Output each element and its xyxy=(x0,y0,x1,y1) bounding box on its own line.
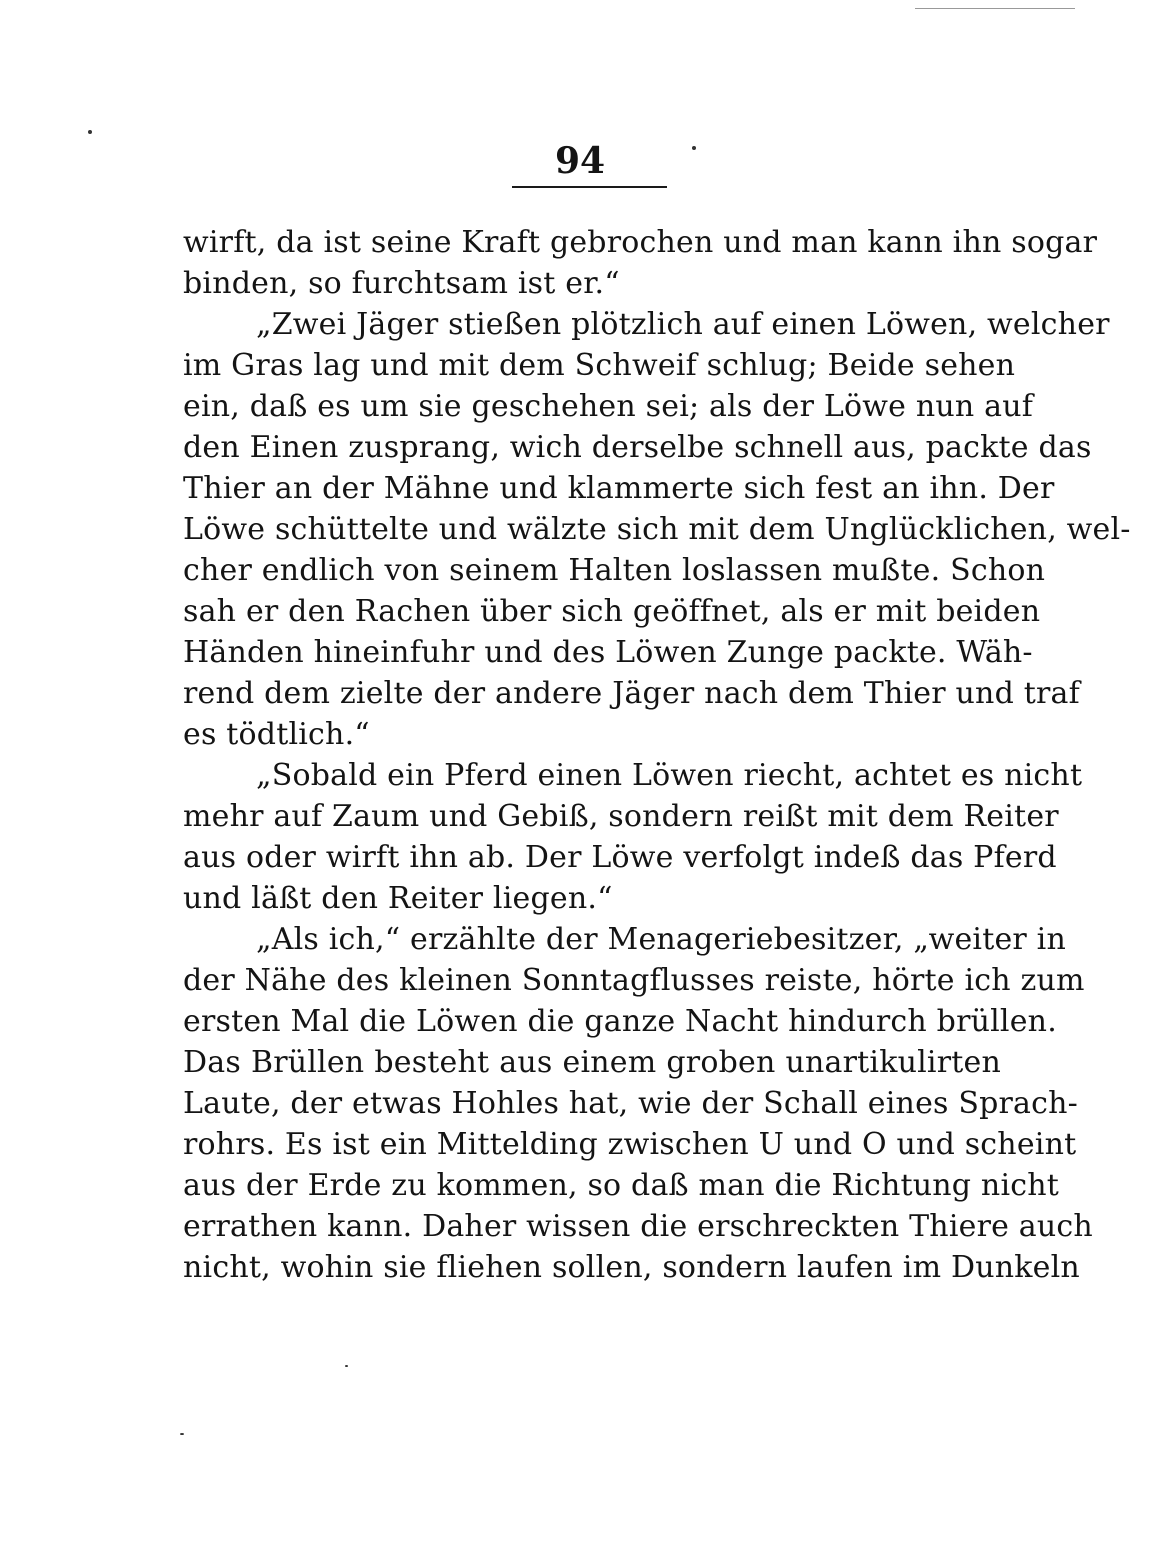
text-line: und läßt den Reiter liegen.“ xyxy=(183,881,613,916)
text-line: „Als ich,“ erzählte der Menageriebesitzer, „weiter in xyxy=(256,922,1066,957)
text-line: Das Brüllen besteht aus einem groben unartikulirten xyxy=(183,1045,1001,1080)
text-line: der Nähe des kleinen Sonntagflusses reiste, hörte ich zum xyxy=(183,963,1085,998)
text-line: sah er den Rachen über sich geöffnet, als er mit beiden xyxy=(183,594,1041,629)
text-line: mehr auf Zaum und Gebiß, sondern reißt mit dem Reiter xyxy=(183,799,1059,834)
text-line: aus der Erde zu kommen, so daß man die Richtung nicht xyxy=(183,1168,1060,1203)
text-line: cher endlich von seinem Halten loslassen mußte. Schon xyxy=(183,553,1046,588)
text-line: wirft, da ist seine Kraft gebrochen und man kann ihn sogar xyxy=(183,225,1098,260)
text-line: „Zwei Jäger stießen plötzlich auf einen Löwen, welcher xyxy=(256,307,1110,342)
scan-speck xyxy=(692,146,696,150)
text-line: rohrs. Es ist ein Mittelding zwischen U und O und scheint xyxy=(183,1127,1077,1162)
text-line: Löwe schüttelte und wälzte sich mit dem Unglücklichen, wel- xyxy=(183,512,1131,547)
body-text xyxy=(183,222,1131,1288)
text-line: aus oder wirft ihn ab. Der Löwe verfolgt indeß das Pferd xyxy=(183,840,1057,875)
text-line: nicht, wohin sie fliehen sollen, sondern laufen im Dunkeln xyxy=(183,1250,1080,1285)
scan-speck xyxy=(180,1433,184,1435)
text-line: „Sobald ein Pferd einen Löwen riecht, achtet es nicht xyxy=(256,758,1083,793)
text-line: errathen kann. Daher wissen die erschreckten Thiere auch xyxy=(183,1209,1093,1244)
text-line: binden, so furchtsam ist er.“ xyxy=(183,266,620,301)
text-line: Laute, der etwas Hohles hat, wie der Schall eines Sprach- xyxy=(183,1086,1078,1121)
text-line: ersten Mal die Löwen die ganze Nacht hindurch brüllen. xyxy=(183,1004,1057,1039)
text-line: ein, daß es um sie geschehen sei; als der Löwe nun auf xyxy=(183,389,1034,424)
page-number-rule xyxy=(512,186,667,188)
page-number: 94 xyxy=(554,140,606,182)
text-line: rend dem zielte der andere Jäger nach dem Thier und traf xyxy=(183,676,1080,711)
scan-edge-mark xyxy=(915,8,1075,9)
text-line: es tödtlich.“ xyxy=(183,717,370,752)
scan-speck xyxy=(88,130,92,134)
text-line: Thier an der Mähne und klammerte sich fest an ihn. Der xyxy=(183,471,1055,506)
text-line: den Einen zusprang, wich derselbe schnell aus, packte das xyxy=(183,430,1092,465)
text-line: im Gras lag und mit dem Schweif schlug; Beide sehen xyxy=(183,348,1016,383)
text-line: Händen hineinfuhr und des Löwen Zunge packte. Wäh- xyxy=(183,635,1033,670)
scan-speck xyxy=(345,1365,348,1367)
